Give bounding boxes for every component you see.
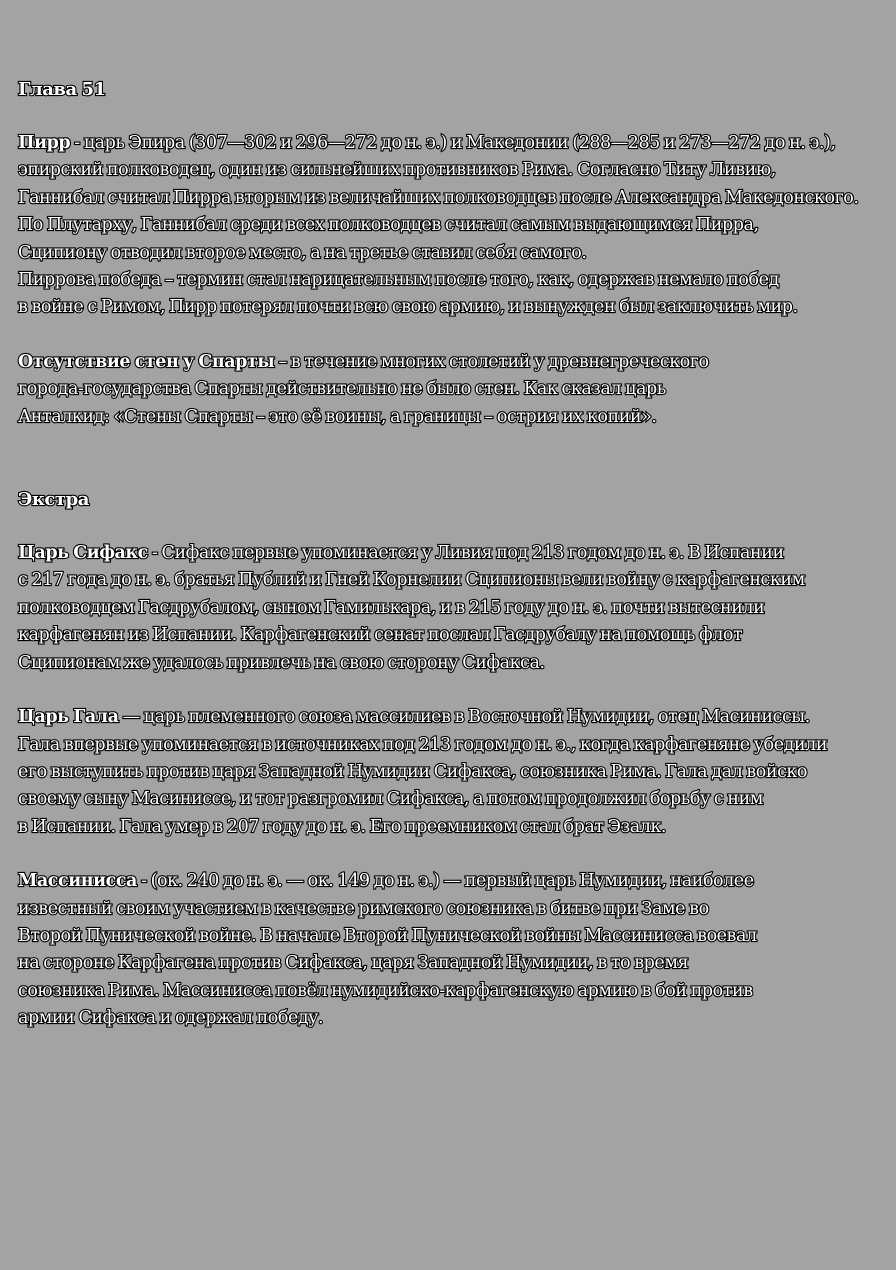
entry-line: - (ок. 240 до н. э. — ок. 149 до н. э.) — первый царь Нумидии, наиболее: [136, 871, 754, 892]
entry-masinissa: [18, 868, 878, 1032]
entry-line: союзника Рима. Массинисса повёл нумидийско-карфагенскую армию в бой против: [18, 980, 753, 1001]
entry-line: своему сыну Масиниссе, и тот разгромил Сифакса, а потом продолжил борьбу с ним: [18, 789, 763, 810]
entry-line: карфагенян из Испании. Карфагенский сенат послал Гасдрубалу на помощь флот: [18, 625, 743, 646]
entry-line: Ганнибал считал Пирра вторым из величайших полководцев после Александра Македонского.: [18, 187, 859, 208]
entry-line: Анталкид: «Стены Спарты – это её воины, а границы – острия их копий».: [18, 406, 657, 427]
entry-line: в Испании. Гала умер в 207 году до н. э. Его преемником стал брат Эзалк.: [18, 816, 666, 837]
entry-line: Сципионам же удалось привлечь на свою сторону Сифакса.: [18, 652, 545, 673]
entry-line: на стороне Карфагена против Сифакса, царя Западной Нумидии, в то время: [18, 953, 689, 974]
entry-line: известный своим участием в качестве римского союзника в битве при Заме во: [18, 898, 709, 919]
entry-line: в войне с Римом, Пирр потерял почти всю свою армию, и вынужден был заключить мир.: [18, 297, 798, 318]
entry-gala: [18, 704, 878, 841]
entry-line: Гала впервые упоминается в источниках под 213 годом до н. э., когда карфагеняне убедили: [18, 734, 828, 755]
extra-heading: Экстра: [18, 489, 89, 511]
entry-line: Второй Пунической войне. В начале Второй Пунической войны Массинисса воевал: [18, 925, 757, 946]
entry-line: - Сифакс первые упоминается у Ливия под 213 годом до н. э. В Испании: [147, 543, 784, 564]
entry-line: Пиррова победа – термин стал нарицательным после того, как, одержав немало побед: [18, 270, 779, 291]
term-pyrrhus: Пирр: [18, 133, 71, 153]
entry-line: армии Сифакса и одержал победу.: [18, 1008, 324, 1029]
entry-line: города-государства Спарты действительно не было стен. Как сказал царь: [18, 379, 666, 400]
entry-line: По Плутарху, Ганнибал среди всех полководцев считал самым выдающимся Пирра,: [18, 215, 759, 236]
entry-line: - царь Эпира (307—302 и 296—272 до н. э.) и Македонии (288—285 и 273—272 до н. э.),: [70, 133, 836, 153]
entry-line: – в течение многих столетий у древнегреческого: [274, 351, 709, 372]
entry-pyrrhus: [18, 130, 878, 322]
entry-sparta-walls: [18, 349, 878, 431]
term-gala: Царь Гала: [18, 707, 119, 728]
entry-line: Сципиону отводил второе место, а на третье ставил себя самого.: [18, 242, 587, 263]
entry-syphax: [18, 540, 878, 677]
entry-line: — царь племенного союза массилиев в Восточной Нумидии, отец Масиниссы.: [118, 707, 810, 728]
notes-page: [18, 76, 878, 1033]
entry-line: эпирский полководец, один из сильнейших противников Рима. Согласно Титу Ливию,: [18, 160, 776, 181]
term-sparta-walls: Отсутствие стен у Спарты: [18, 351, 275, 372]
term-masinissa: Массинисса: [18, 871, 137, 892]
chapter-heading: Глава 51: [18, 79, 106, 100]
entry-line: полководцем Гасдрубалом, сыном Гамилькара, и в 215 году до н. э. почти вытеснили: [18, 597, 765, 618]
entry-line: его выступить против царя Западной Нумидии Сифакса, союзника Рима. Гала дал войско: [18, 761, 807, 782]
term-syphax: Царь Сифакс: [18, 543, 148, 564]
entry-line: с 217 года до н. э. братья Публий и Гней Корнелии Сципионы вели войну с карфагенским: [18, 570, 805, 591]
